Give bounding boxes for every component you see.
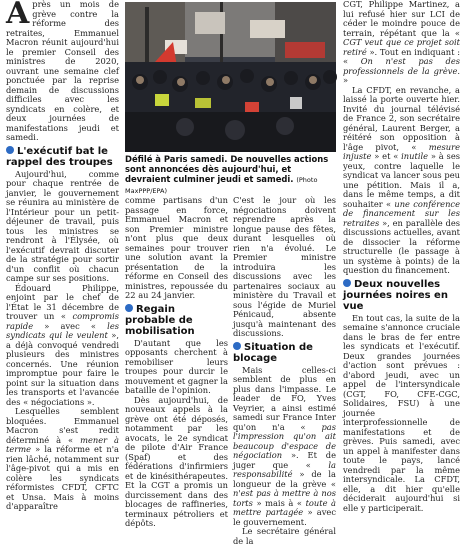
subheading-blocage: Situation de blocage bbox=[233, 341, 313, 364]
article-column-left bbox=[6, 0, 120, 511]
body-paragraph: Lesquelles semblent bloquées. Emmanuel Macron s'est redit déterminé à « mener à terme » la réforme et n'a rien lâché, notamment sur l'âge-pivot qui a mis en colère les syndicats réformistes CFDT, CFTC et Unsa. Mais à moins d'apparaître bbox=[6, 406, 119, 511]
intro-paragraph: Après un mois de grève contre la réforme des retraites, Emmanuel Macron réunit aujourd'hui le premier Conseil des ministres de 2020, ouvrant une semaine clef ponctuée par la reprise demain de discussions difficiles avec les syndicats en colère, et deux journées de manifestations jeudi et samedi. bbox=[6, 0, 119, 142]
photo-credit: (Photo MaxPPP/EPA) bbox=[125, 176, 318, 195]
photo-caption: Défilé à Paris samedi. De nouvelles actions sont annoncées dès aujourd'hui, et devraient culminer jeudi et samedi. (Photo MaxPPP/EPA) bbox=[125, 154, 329, 195]
article-column-middle-1 bbox=[125, 195, 228, 528]
drop-cap: A bbox=[6, 0, 30, 31]
bullet-icon bbox=[233, 342, 241, 350]
body-paragraph: Dès aujourd'hui, de nouveaux appels à la grève ont été déposés, notamment par les avocats, le 2e syndicat de pilote d'Air France (Spaf) et des fédérations d'infirmiers et de kinésithérapeutes. Et la CGT a promis un durcissement dans des blocages de raffineries, terminaux pétroliers et dépôts. bbox=[125, 394, 228, 528]
subheading-journees: Deux nouvelles journées noires en vue bbox=[343, 278, 448, 312]
subheading-mobilisation: Regain probable de mobilisation bbox=[125, 303, 195, 337]
body-paragraph: comme partisans d'un passage en force, Emmanuel Macron et son Premier ministre n'ont plus que deux semaines pour trouver une solution avant la présentation de la réforme en Conseil des ministres, repoussée du 22 au 24 janvier. bbox=[125, 195, 228, 300]
body-paragraph: Aujourd'hui, comme pour chaque rentrée de janvier, le gouvernement se réunira au ministère de l'Intérieur pour un petit-déjeuner de travail, puis tous les ministres se rendront à l'Élysée, où l'exécutif devrait discuter de la stratégie pour sortir d'un conflit où chacun campe sur ses positions. bbox=[6, 168, 119, 283]
bullet-icon bbox=[6, 146, 14, 154]
body-paragraph: Mais celles-ci semblent de plus en plus dans l'impasse. Le leader de FO, Yves Veyrier, a ainsi estimé samedi sur France Inter qu'on n'a « pas l'impression qu'on ait beaucoup d'espace de négociation ». Et de juger que « la responsabilité » de la longueur de la grève « n'est pas à mettre à nos torts » mais à « toute à mettre partagée » avec le gouvernement. bbox=[233, 364, 336, 527]
body-paragraph: La CFDT, en revanche, a laissé la porte ouverte hier. Invité du journal télévisé de France 2, son secrétaire général, Laurent Berger, a réitéré son opposition à l'âge pivot, « mesure injuste » et « inutile » à ses yeux, contre laquelle le syndicat va lancer sous peu une pétition. Mais il a, dans le même temps, a dit souhaiter « une conférence de financement sur les retraites », en parallèle des discussions actuelles, avant de dissocier la réforme structurelle (le passage à un système à points) de la question du financement. bbox=[343, 84, 460, 275]
body-paragraph: Édouard Philippe, enjoint par le chef de l'État le 31 décembre de trouver un « compromis rapide » avec « les syndicats qui le veulent », a déjà convoqué vendredi plusieurs des ministres concernés. Une réunion impromptue pour faire le point sur la situation dans les transports et l'avancée des « négociations ». bbox=[6, 282, 120, 407]
body-paragraph: En tout cas, la suite de la semaine s'annonce cruciale dans le bras de fer entre les syndicats et l'exécutif. Deux grandes journées d'action sont prévues : d'abord jeudi, avec un appel de l'intersyndicale (CGT, FO, CFE-CGC, Solidaires, FSU) à une journée interprofessionnelle de manifestations et de grèves. Puis samedi, avec un appel à manifester dans toute le pays, lancé vendredi par la même intersyndicale. La CFDT, elle, a dit hier qu'elle déciderait aujourd'hui si elle y participerait. bbox=[343, 312, 460, 513]
protest-photo bbox=[125, 2, 336, 152]
body-paragraph: D'autant que les opposants cherchent à remobiliser leurs troupes pour durcir le mouvement et gagner la bataille de l'opinion. bbox=[125, 337, 228, 395]
subheading-executif: L'exécutif bat le rappel des troupes bbox=[6, 145, 113, 168]
crowd-image bbox=[125, 2, 336, 152]
body-paragraph: CGT, Philippe Martinez, a lui refusé hier sur LCI de céder le moindre pouce de terrain, répétant que la « CGT veut que ce projet soit retiré ». Tout en indiquant : « On n'est pas des professionnels de la grève. » bbox=[343, 0, 460, 85]
bullet-icon bbox=[343, 279, 351, 287]
body-paragraph: Le secrétaire général de la bbox=[233, 526, 336, 546]
bullet-icon bbox=[125, 304, 133, 312]
article-column-middle-2 bbox=[233, 195, 336, 546]
article-column-right bbox=[343, 0, 460, 513]
body-paragraph: C'est le jour où les négociations doivent reprendre après la longue pause des fêtes, durant lesquelles où rien n'a évolué. Le Premier ministre introduira les discussions avec les partenaires sociaux au ministère du Travail et sous l'égide de Muriel Pénicaud, absente jusqu'à maintenant des discussions. bbox=[233, 195, 336, 338]
